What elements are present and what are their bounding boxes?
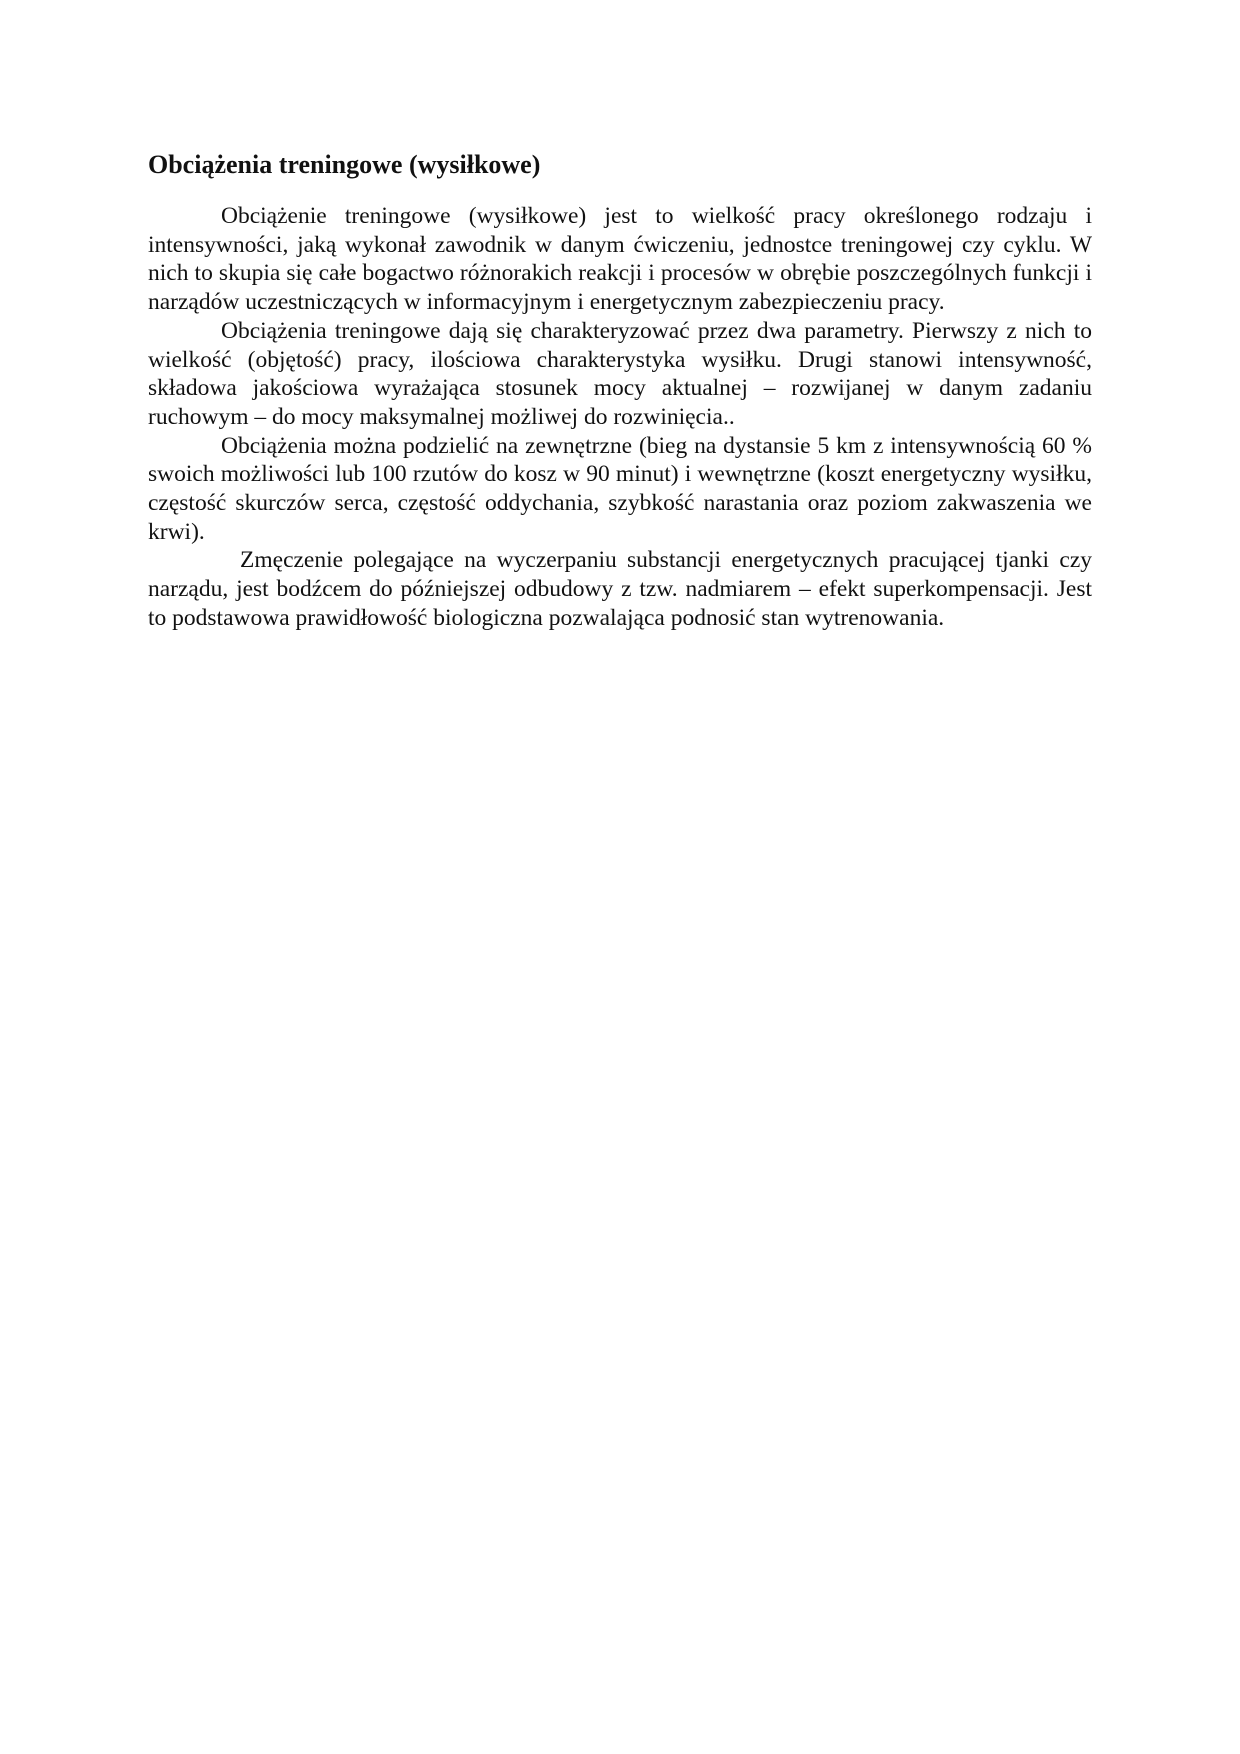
paragraph-3: Obciążenia można podzielić na zewnętrzne (bieg na dystansie 5 km z intensywnością 60 % swoich możliwości lub 100 rzutów do kosz w 90 minut) i wewnętrzne (koszt energetyczny wysiłku, częstość skurczów serca, częstość oddychania, szybkość narastania oraz poziom zakwaszenia we krwi).: [148, 432, 1092, 545]
paragraph-4: Zmęczenie polegające na wyczerpaniu substancji energetycznych pracującej tjanki czy narządu, jest bodźcem do późniejszej odbudowy z tzw. nadmiarem – efekt superkompensacji. Jest to podstawowa prawidłowość biologiczna pozwalająca podnosić stan wytrenowania.: [148, 547, 1092, 631]
paragraph-2: Obciążenia treningowe dają się charakteryzować przez dwa parametry. Pierwszy z nich to wielkość (objętość) pracy, ilościowa charakterystyka wysiłku. Drugi stanowi intensywność, składowa jakościowa wyrażająca stosunek mocy aktualnej – rozwijanej w danym zadaniu ruchowym – do mocy maksymalnej możliwej do rozwinięcia..: [148, 317, 1092, 430]
paragraph-1: Obciążenie treningowe (wysiłkowe) jest to wielkość pracy określonego rodzaju i intensywności, jaką wykonał zawodnik w danym ćwiczeniu, jednostce treningowej czy cyklu. W nich to skupia się całe bogactwo różnorakich reakcji i procesów w obrębie poszczególnych funkcji i narządów uczestniczących w informacyjnym i energetycznym zabezpieczeniu pracy.: [148, 203, 1092, 316]
page-title: Obciążenia treningowe (wysiłkowe): [148, 150, 541, 179]
document-body: [148, 148, 1092, 633]
